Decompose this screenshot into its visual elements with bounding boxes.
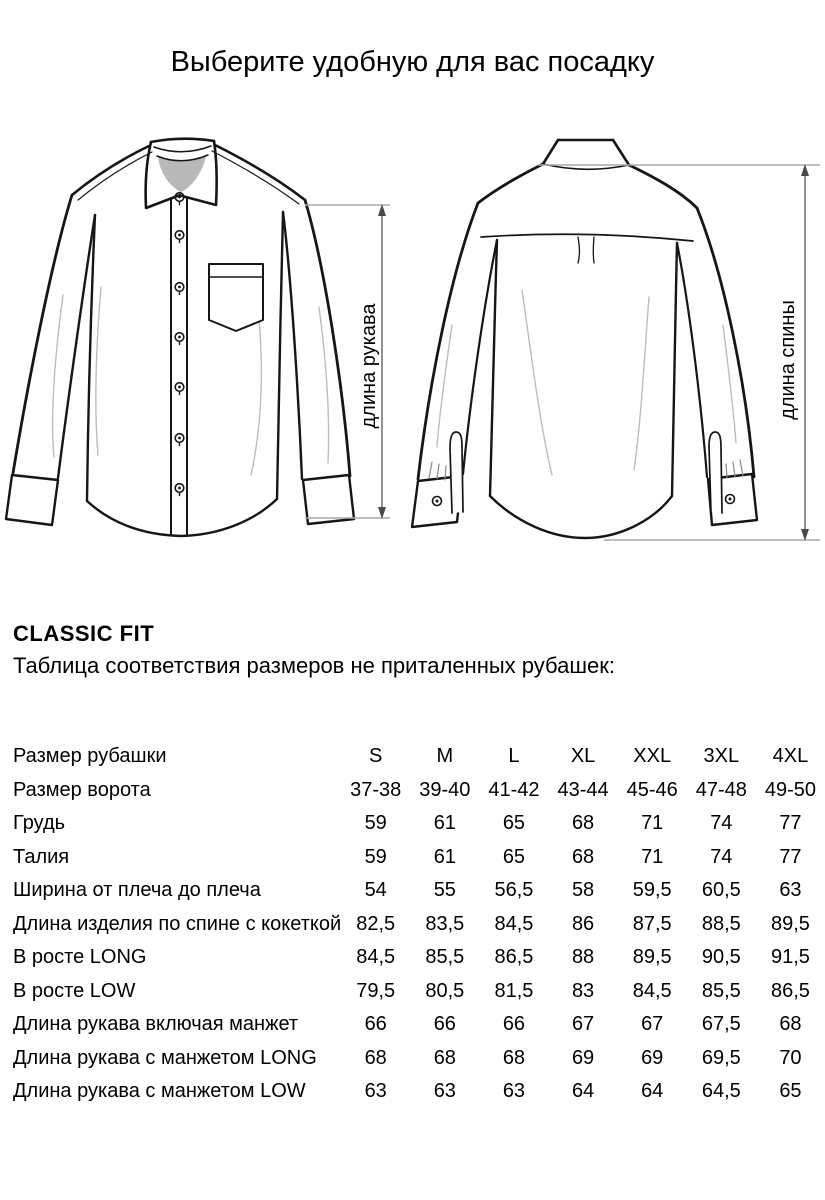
table-cell: 59 <box>364 812 387 835</box>
table-cell: 68 <box>779 1013 802 1036</box>
table-cell: 63 <box>433 1080 456 1103</box>
row-label: Длина рукава с манжетом LONG <box>13 1046 317 1069</box>
table-cell: 84,5 <box>356 946 396 969</box>
back-fold-lines <box>437 290 736 475</box>
table-cell: 83,5 <box>425 912 465 935</box>
table-cell: 56,5 <box>494 879 534 902</box>
table-cell: 91,5 <box>770 946 810 969</box>
fit-subtitle: Таблица соответствия размеров не приталенных рубашек: <box>13 653 615 678</box>
table-cell: 67 <box>641 1013 664 1036</box>
table-cell: 85,5 <box>425 946 465 969</box>
table-cell: 63 <box>502 1080 526 1103</box>
table-cell: 55 <box>433 879 456 902</box>
table-cell: 63 <box>364 1080 387 1103</box>
table-cell: 90,5 <box>701 946 741 969</box>
shirt-fit-diagram <box>0 115 825 585</box>
table-cell: 86,5 <box>494 946 534 969</box>
table-row <box>13 807 825 841</box>
table-cell: 70 <box>779 1046 802 1069</box>
row-label: В росте LOW <box>13 979 136 1002</box>
front-buttons <box>175 193 184 496</box>
table-cell: 69 <box>571 1046 595 1069</box>
row-label: Грудь <box>13 812 66 835</box>
table-row <box>13 874 825 908</box>
back-length-label: длина спины <box>777 300 799 420</box>
table-cell: 39-40 <box>419 778 471 801</box>
table-cell: 65 <box>502 812 526 835</box>
table-cell: 68 <box>571 845 595 868</box>
table-cell: 77 <box>779 845 802 868</box>
chest-pocket <box>209 264 263 331</box>
table-cell: 59 <box>364 845 387 868</box>
table-cell: 47-48 <box>695 778 747 801</box>
table-cell: 79,5 <box>356 979 396 1002</box>
table-cell: 61 <box>433 845 456 868</box>
table-cell: 68 <box>364 1046 387 1069</box>
table-cell: 66 <box>364 1013 387 1036</box>
fit-heading: CLASSIC FIT <box>13 621 155 646</box>
table-cell: 88,5 <box>701 912 741 935</box>
table-cell: 77 <box>779 812 802 835</box>
shirt-technical-drawing <box>0 115 825 585</box>
table-cell: 37-38 <box>350 778 402 801</box>
table-cell: 88 <box>571 946 595 969</box>
table-cell: 89,5 <box>770 912 810 935</box>
table-cell: 60,5 <box>701 879 741 902</box>
table-row <box>13 1075 825 1109</box>
table-cell: 83 <box>571 979 595 1002</box>
table-row <box>13 841 825 875</box>
table-cell: 87,5 <box>632 912 672 935</box>
table-cell: 64 <box>641 1080 664 1103</box>
table-cell: 45-46 <box>626 778 678 801</box>
table-cell: 68 <box>571 812 595 835</box>
table-cell: 65 <box>502 845 526 868</box>
table-cell: 63 <box>779 879 802 902</box>
front-shirt-drawing <box>6 139 354 536</box>
row-label: Длина изделия по спине с кокеткой <box>13 912 342 935</box>
row-label: Талия <box>13 845 70 868</box>
table-cell: 84,5 <box>494 912 534 935</box>
table-cell: 84,5 <box>632 979 672 1002</box>
table-cell: 85,5 <box>701 979 741 1002</box>
table-row <box>13 941 825 975</box>
sleeve-placket <box>709 432 722 513</box>
table-row <box>13 975 825 1009</box>
table-cell: 68 <box>433 1046 456 1069</box>
table-cell: 71 <box>641 812 664 835</box>
back-shirt-drawing <box>412 140 757 538</box>
size-column-header: 4XL <box>772 745 809 768</box>
table-cell: 54 <box>364 879 387 902</box>
table-cell: 49-50 <box>764 778 817 801</box>
size-table-header-row <box>13 740 825 774</box>
row-label: Ширина от плеча до плеча <box>13 879 261 902</box>
table-cell: 41-42 <box>488 778 540 801</box>
table-cell: 67,5 <box>701 1013 741 1036</box>
front-fold-lines <box>53 287 329 475</box>
size-column-header: 3XL <box>703 745 740 768</box>
size-column-header: L <box>508 745 520 768</box>
table-cell: 67 <box>571 1013 595 1036</box>
table-cell: 81,5 <box>494 979 534 1002</box>
table-row <box>13 908 825 942</box>
size-column-header: XL <box>570 745 596 768</box>
table-cell: 66 <box>433 1013 456 1036</box>
table-cell: 61 <box>433 812 456 835</box>
table-cell: 74 <box>710 845 733 868</box>
size-table <box>13 740 825 1109</box>
size-table-header-label: Размер рубашки <box>13 745 167 768</box>
table-row <box>13 1008 825 1042</box>
table-cell: 58 <box>571 879 595 902</box>
page-title: Выберите удобную для вас посадку <box>170 46 655 78</box>
row-label: Длина рукава включая манжет <box>13 1013 299 1036</box>
size-column-header: XXL <box>633 745 672 768</box>
table-cell: 43-44 <box>557 778 609 801</box>
table-cell: 64,5 <box>701 1080 741 1103</box>
table-cell: 74 <box>710 812 733 835</box>
table-cell: 69,5 <box>701 1046 741 1069</box>
row-label: Длина рукава с манжетом LOW <box>13 1080 306 1103</box>
table-cell: 59,5 <box>632 879 672 902</box>
table-cell: 86,5 <box>770 979 810 1002</box>
table-cell: 80,5 <box>425 979 465 1002</box>
table-row <box>13 774 825 808</box>
table-cell: 65 <box>779 1080 802 1103</box>
table-row <box>13 1042 825 1076</box>
sleeve-length-label: длина рукава <box>358 303 380 429</box>
table-cell: 64 <box>571 1080 595 1103</box>
table-cell: 86 <box>571 912 595 935</box>
table-cell: 71 <box>641 845 664 868</box>
table-cell: 69 <box>641 1046 664 1069</box>
size-column-header: M <box>436 745 454 768</box>
table-cell: 66 <box>502 1013 526 1036</box>
row-label: Размер ворота <box>13 778 151 801</box>
row-label: В росте LONG <box>13 946 147 969</box>
sleeve-placket <box>450 432 463 513</box>
table-cell: 68 <box>502 1046 526 1069</box>
size-column-header: S <box>369 745 383 768</box>
table-cell: 89,5 <box>632 946 672 969</box>
table-cell: 82,5 <box>356 912 396 935</box>
